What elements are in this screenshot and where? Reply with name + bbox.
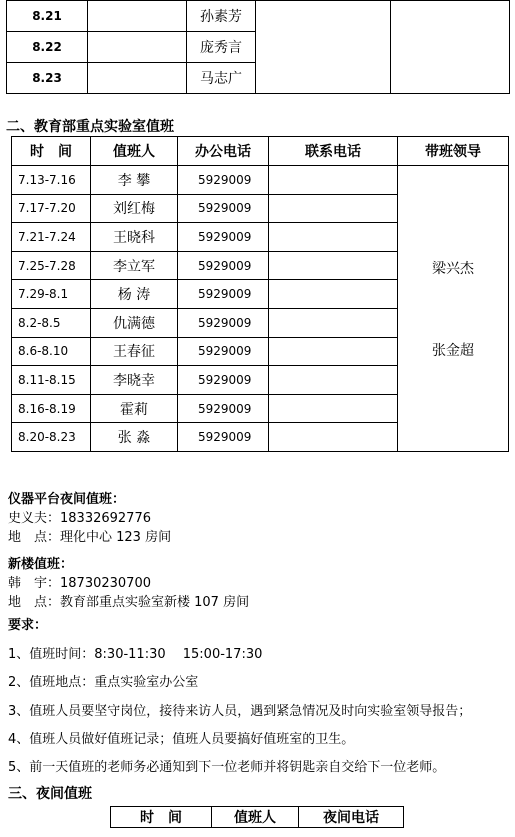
contact-phone-cell (269, 308, 398, 337)
time-cell: 8.11-8.15 (12, 366, 91, 395)
person-cell: 霍莉 (91, 394, 178, 423)
table-row (12, 166, 509, 195)
table-row (7, 1, 510, 32)
date-cell: 8.23 (7, 63, 88, 94)
time-cell: 8.6-8.10 (12, 337, 91, 366)
leader-name: 张金超 (432, 343, 474, 359)
new-building-contact: 韩 宇：18730230700 (8, 576, 151, 591)
office-phone-cell: 5929009 (178, 280, 269, 309)
office-phone-cell: 5929009 (178, 251, 269, 280)
header-office-phone: 办公电话 (178, 137, 269, 166)
office-phone-cell: 5929009 (178, 308, 269, 337)
office-phone-cell: 5929009 (178, 394, 269, 423)
person-cell: 李 攀 (91, 166, 178, 195)
person-cell: 张 淼 (91, 423, 178, 452)
time-cell: 7.29-8.1 (12, 280, 91, 309)
contact-phone-cell (269, 251, 398, 280)
section3-title: 三、夜间值班 (8, 786, 92, 802)
new-building-location: 地 点：教育部重点实验室新楼 107 房间 (8, 595, 250, 610)
leader-name: 梁兴杰 (432, 261, 474, 277)
requirement-item: 2、值班地点：重点实验室办公室 (8, 675, 199, 690)
header-person: 值班人 (91, 137, 178, 166)
requirements-title: 要求： (8, 618, 48, 633)
requirement-item: 3、值班人员要坚守岗位，接待来访人员，遇到紧急情况及时向实验室领导报告； (8, 704, 472, 719)
contact-phone-cell (269, 423, 398, 452)
contact-phone-cell (269, 166, 398, 195)
person-cell: 王晓科 (91, 223, 178, 252)
table-header-row (12, 137, 509, 166)
contact-phone-cell (269, 394, 398, 423)
person-cell: 李立军 (91, 251, 178, 280)
header-night-phone: 夜间电话 (299, 807, 404, 828)
contact-phone-cell (269, 280, 398, 309)
time-cell: 7.21-7.24 (12, 223, 91, 252)
name-cell: 马志广 (187, 63, 256, 94)
instrument-location: 地 点：理化中心 123 房间 (8, 530, 172, 545)
person-cell: 李晓幸 (91, 366, 178, 395)
instrument-title: 仪器平台夜间值班： (8, 492, 126, 507)
office-phone-cell: 5929009 (178, 423, 269, 452)
person-cell: 杨 涛 (91, 280, 178, 309)
office-phone-cell: 5929009 (178, 366, 269, 395)
name-cell: 庞秀言 (187, 32, 256, 63)
name-cell: 孙素芳 (187, 1, 256, 32)
office-phone-cell: 5929009 (178, 337, 269, 366)
time-cell: 8.20-8.23 (12, 423, 91, 452)
time-cell: 7.25-7.28 (12, 251, 91, 280)
time-cell: 7.17-7.20 (12, 194, 91, 223)
lab-duty-table (11, 136, 509, 452)
header-person: 值班人 (212, 807, 299, 828)
header-contact-phone: 联系电话 (269, 137, 398, 166)
header-leader: 带班领导 (398, 137, 509, 166)
requirement-item: 4、值班人员做好值班记录；值班人员要搞好值班室的卫生。 (8, 732, 355, 747)
time-cell: 8.2-8.5 (12, 308, 91, 337)
header-time: 时 间 (12, 137, 91, 166)
header-time: 时 间 (111, 807, 212, 828)
contact-phone-cell (269, 366, 398, 395)
new-building-title: 新楼值班： (8, 557, 74, 572)
section2-title: 二、教育部重点实验室值班 (6, 119, 174, 135)
office-phone-cell: 5929009 (178, 223, 269, 252)
top-duty-table (6, 0, 510, 94)
instrument-contact: 史义夫：18332692776 (8, 511, 151, 526)
office-phone-cell: 5929009 (178, 166, 269, 195)
requirement-item: 5、前一天值班的老师务必通知到下一位老师并将钥匙亲自交给下一位老师。 (8, 760, 446, 775)
requirement-item: 1、值班时间：8:30-11:30 15:00-17:30 (8, 647, 263, 662)
office-phone-cell: 5929009 (178, 194, 269, 223)
contact-phone-cell (269, 194, 398, 223)
person-cell: 仇满德 (91, 308, 178, 337)
night-duty-table (110, 806, 404, 828)
date-cell: 8.21 (7, 1, 88, 32)
leader-cell (398, 166, 509, 452)
contact-phone-cell (269, 223, 398, 252)
table-header-row (111, 807, 404, 828)
contact-phone-cell (269, 337, 398, 366)
time-cell: 7.13-7.16 (12, 166, 91, 195)
time-cell: 8.16-8.19 (12, 394, 91, 423)
person-cell: 王春征 (91, 337, 178, 366)
person-cell: 刘红梅 (91, 194, 178, 223)
date-cell: 8.22 (7, 32, 88, 63)
